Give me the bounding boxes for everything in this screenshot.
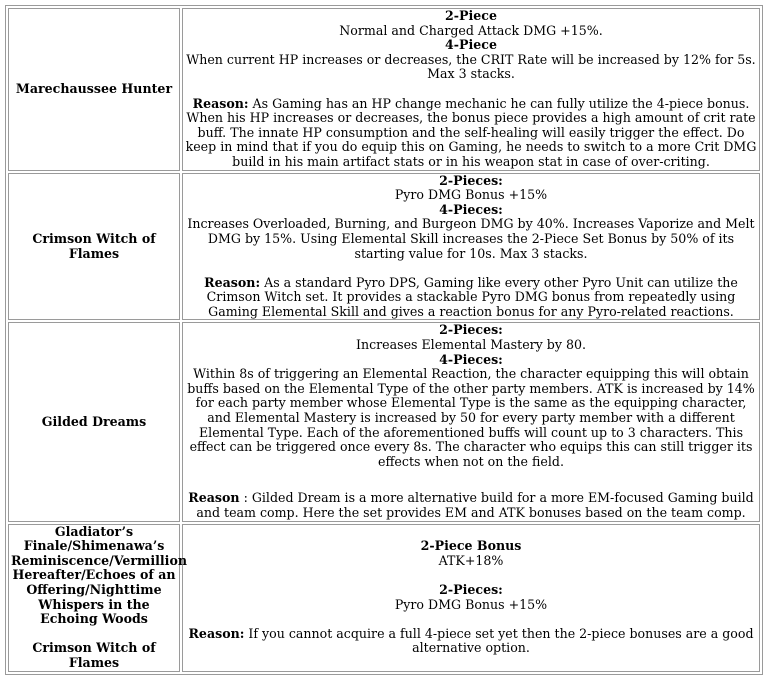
- reason-paragraph: [185, 627, 757, 656]
- bonus-heading: 2-Pieces:: [439, 172, 503, 188]
- bonus-heading: 2-Piece Bonus: [420, 538, 522, 554]
- set-details-cell: [182, 8, 760, 171]
- bonus-effect: Pyro DMG Bonus +15%: [394, 596, 548, 612]
- bonus-heading: 2-Pieces:: [439, 582, 503, 597]
- set-name: Gilded Dreams: [41, 413, 147, 429]
- set-details-cell: [182, 524, 760, 672]
- bonus-heading: 4-Pieces:: [439, 351, 503, 367]
- spacer: [185, 568, 757, 583]
- bonus-effect: Pyro DMG Bonus +15%: [394, 187, 548, 203]
- reason-label: Reason:: [204, 274, 261, 290]
- set-name: Gladiator’s Finale/Shimenawa’s Reminiscence/Vermillion Hereafter/Echoes of an Offering/Nighttime Whispers in the Echoing Woods: [11, 523, 188, 627]
- reason-paragraph: [185, 97, 757, 170]
- set-name-cell: [8, 8, 180, 171]
- bonus-effect: Increases Overloaded, Burning, and Burgeon DMG by 40%. Increases Vaporize and Melt DMG by 15%. Using Elemental Skill increases the 2-Piece Set Bonus by 50% of its starting value for 10s. Max 3 stacks.: [187, 216, 755, 261]
- bonus-effect: ATK+18%: [438, 552, 504, 568]
- bonus-effect: When current HP increases or decreases, the CRIT Rate will be increased by 12% for 5s. Max 3 stacks.: [186, 51, 756, 82]
- bonus-effect: Normal and Charged Attack DMG +15%.: [339, 22, 603, 38]
- table-row: [8, 8, 760, 171]
- reason-label: Reason: [188, 490, 240, 506]
- reason-text: If you cannot acquire a full 4-piece set yet then the 2-piece bonuses are a good alternative option.: [244, 625, 754, 656]
- reason-text: : Gilded Dream is a more alternative build for a more EM-focused Gaming build and team comp. Here the set provides EM and ATK bonuses based on the team comp.: [196, 490, 754, 520]
- spacer: [185, 82, 757, 97]
- reason-text: As a standard Pyro DPS, Gaming like every other Pyro Unit can utilize the Crimson Witch set. It provides a stackable Pyro DMG bonus from repeatedly using Gaming Elemental Skill and gives a reaction bonus for any Pyro-related reactions.: [206, 274, 738, 319]
- set-name-cell: [8, 173, 180, 321]
- bonus-heading: 4-Piece: [445, 37, 497, 53]
- set-name-secondary: Crimson Witch of Flames: [32, 640, 156, 670]
- artifact-sets-table: [5, 5, 763, 675]
- set-details-cell: [182, 173, 760, 321]
- set-details-cell: [182, 322, 760, 521]
- set-name-cell: [8, 322, 180, 521]
- bonus-heading: 2-Pieces:: [439, 322, 503, 338]
- reason-text: As Gaming has an HP change mechanic he can fully utilize the 4-piece bonus. When his HP increases or decreases, the bonus piece provides a high amount of crit rate buff. The innate HP consumption and the self-healing will easily trigger the effect. Do keep in mind that if you do equip this on Gaming, he needs to switch to a more Crit DMG build in his main artifact stats or in his weapon stat in case of over-criting.: [185, 95, 757, 169]
- reason-paragraph: [185, 491, 757, 520]
- spacer: [185, 612, 757, 627]
- bonus-effect: Increases Elemental Mastery by 80.: [355, 337, 586, 353]
- spacer: [185, 469, 757, 491]
- table-row: [8, 322, 760, 521]
- table-row: [8, 173, 760, 321]
- reason-label: Reason:: [192, 95, 249, 111]
- artifact-sets-container: [5, 5, 763, 675]
- set-name: Crimson Witch of Flames: [32, 230, 156, 261]
- spacer: [11, 627, 177, 642]
- bonus-heading: 2-Piece: [445, 8, 497, 23]
- set-name: Marechaussee Hunter: [15, 80, 173, 96]
- spacer: [185, 261, 757, 276]
- reason-label: Reason:: [188, 625, 245, 641]
- bonus-heading: 4-Pieces:: [439, 201, 503, 217]
- reason-paragraph: [185, 276, 757, 320]
- set-name-cell: [8, 523, 188, 672]
- table-row: [8, 524, 760, 672]
- bonus-effect: Within 8s of triggering an Elemental Reaction, the character equipping this will obtain buffs based on the Elemental Type of the other party members. ATK is increased by 14% for each party member whose Elemental Type is the same as the equipping character, and Elemental Mastery is increased by 50 for every party member with a different Elemental Type. Each of the aforementioned buffs will count up to 3 characters. This effect can be triggered once every 8s. The character who equips this can still trigger its effects when not on the field.: [187, 366, 755, 469]
